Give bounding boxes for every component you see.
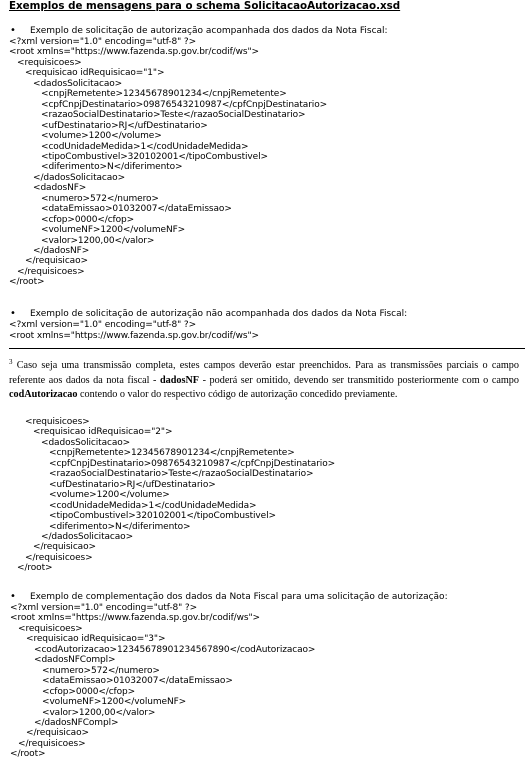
code-line: <root xmlns="https://www.fazenda.sp.gov.br/codif/ws"> [10,613,260,624]
code-line: <volumeNF>1200</volumeNF> [42,697,187,708]
code-line: <requisicao idRequisicao="3"> [26,634,166,645]
code-line: </requisicao> [33,542,96,553]
code-line: <diferimento>N</diferimento> [49,521,191,532]
example-1-intro: Exemplo de solicitação de autorização acompanhada dos dados da Nota Fiscal: [30,26,388,36]
example-1-bullet-icon: • [10,25,16,36]
page-heading: Exemplos de mensagens para o schema SolicitacaoAutorizacao.xsd [9,0,401,12]
code-line: <root xmlns="https://www.fazenda.sp.gov.br/codif/ws"> [9,47,259,58]
code-line: <tipoCombustivel>320102001</tipoCombustivel> [41,151,268,162]
code-line: <codUnidadeMedida>1</codUnidadeMedida> [41,141,249,152]
code-line: <cfop>0000</cfop> [41,214,135,225]
code-line: <diferimento>N</diferimento> [41,162,183,173]
code-line: <codUnidadeMedida>1</codUnidadeMedida> [49,500,257,511]
code-line: </requisicoes> [18,738,86,749]
code-line: </requisicoes> [25,552,93,563]
code-line: <volume>1200</volume> [49,490,170,501]
code-line: <ufDestinatario>RJ</ufDestinatario> [41,120,208,131]
code-line: <volumeNF>1200</volumeNF> [41,225,186,236]
code-line: </dadosNFCompl> [34,717,119,728]
code-line: <cpfCnpjDestinatario>09876543210987</cpfCnpjDestinatario> [49,458,336,469]
code-line: </dadosSolicitacao> [33,172,126,183]
code-line: <codAutorizacao>12345678901234567890</codAutorizacao> [34,644,316,655]
code-line: </root> [9,277,45,288]
code-line: <valor>1200,00</valor> [41,235,155,246]
code-line: <requisicoes> [25,417,90,427]
code-line: <dataEmissao>01032007</dataEmissao> [42,676,233,687]
example-3-bullet-icon: • [10,591,16,602]
footnote-text-a: Caso seja uma transmissão completa, estes campos deverão estar preenchidos. Para as transmissões parciais o campo referente aos dados da nota fiscal - [9,360,519,386]
code-line: </requisicao> [26,728,89,739]
code-line: <?xml version="1.0" encoding="utf-8" ?> [10,603,198,613]
code-line: <razaoSocialDestinatario>Teste</razaoSocialDestinatario> [41,110,306,121]
code-line: <dadosNFCompl> [34,655,116,666]
code-line: </root> [10,749,46,760]
example-2-bullet-icon: • [10,308,16,319]
code-line: <tipoCombustivel>320102001</tipoCombustivel> [49,511,276,522]
footnote-text-b: - poderá ser omitido, devendo ser transmitido posteriormente com o campo [199,374,519,386]
code-line: <dadosNF> [33,183,87,194]
code-line: <cnpjRemetente>12345678901234</cnpjRemetente> [41,89,287,100]
code-line: <numero>572</numero> [41,193,159,204]
code-line: </dadosNF> [33,246,90,256]
code-line: <requisicao idRequisicao="2"> [33,427,173,438]
footnote [9,355,519,403]
code-line: <requisicao idRequisicao="1"> [25,68,165,79]
code-line: <root xmlns="https://www.fazenda.sp.gov.br/codif/ws"> [9,330,259,341]
code-line: </dadosSolicitacao> [41,531,134,542]
code-line: <?xml version="1.0" encoding="utf-8" ?> [9,320,197,330]
code-line: <cpfCnpjDestinatario>09876543210987</cpfCnpjDestinatario> [41,99,328,110]
code-line: <dadosSolicitacao> [41,437,131,448]
example-3-intro: Exemplo de complementação dos dados da Nota Fiscal para uma solicitação de autorização: [30,592,448,602]
code-line: <cfop>0000</cfop> [42,686,136,697]
code-line: <volume>1200</volume> [41,131,162,142]
code-line: <cnpjRemetente>12345678901234</cnpjRemetente> [49,448,295,459]
footnote-text-c: contendo o valor do respectivo código de autorização concedido previamente. [77,389,398,401]
footnote-term-dadosnf: dadosNF [159,374,200,386]
code-line: <valor>1200,00</valor> [42,707,156,718]
code-line: <ufDestinatario>RJ</ufDestinatario> [49,479,216,490]
code-line: <numero>572</numero> [42,665,160,676]
code-line: </requisicao> [25,256,88,267]
code-line: <requisicoes> [17,57,82,68]
footnote-marker: 3 [9,358,13,366]
footnote-separator [9,348,525,349]
example-2-intro: Exemplo de solicitação de autorização não acompanhada dos dados da Nota Fiscal: [30,309,408,319]
code-line: <?xml version="1.0" encoding="utf-8" ?> [9,37,197,47]
code-line: <dataEmissao>01032007</dataEmissao> [41,204,232,215]
code-line: <requisicoes> [18,623,83,634]
code-line: </requisicoes> [17,266,85,277]
code-line: </root> [17,563,53,574]
code-line: <dadosSolicitacao> [33,78,123,89]
code-line: <razaoSocialDestinatario>Teste</razaoSocialDestinatario> [49,469,314,480]
footnote-term-codautorizacao: codAutorizacao [9,389,78,401]
